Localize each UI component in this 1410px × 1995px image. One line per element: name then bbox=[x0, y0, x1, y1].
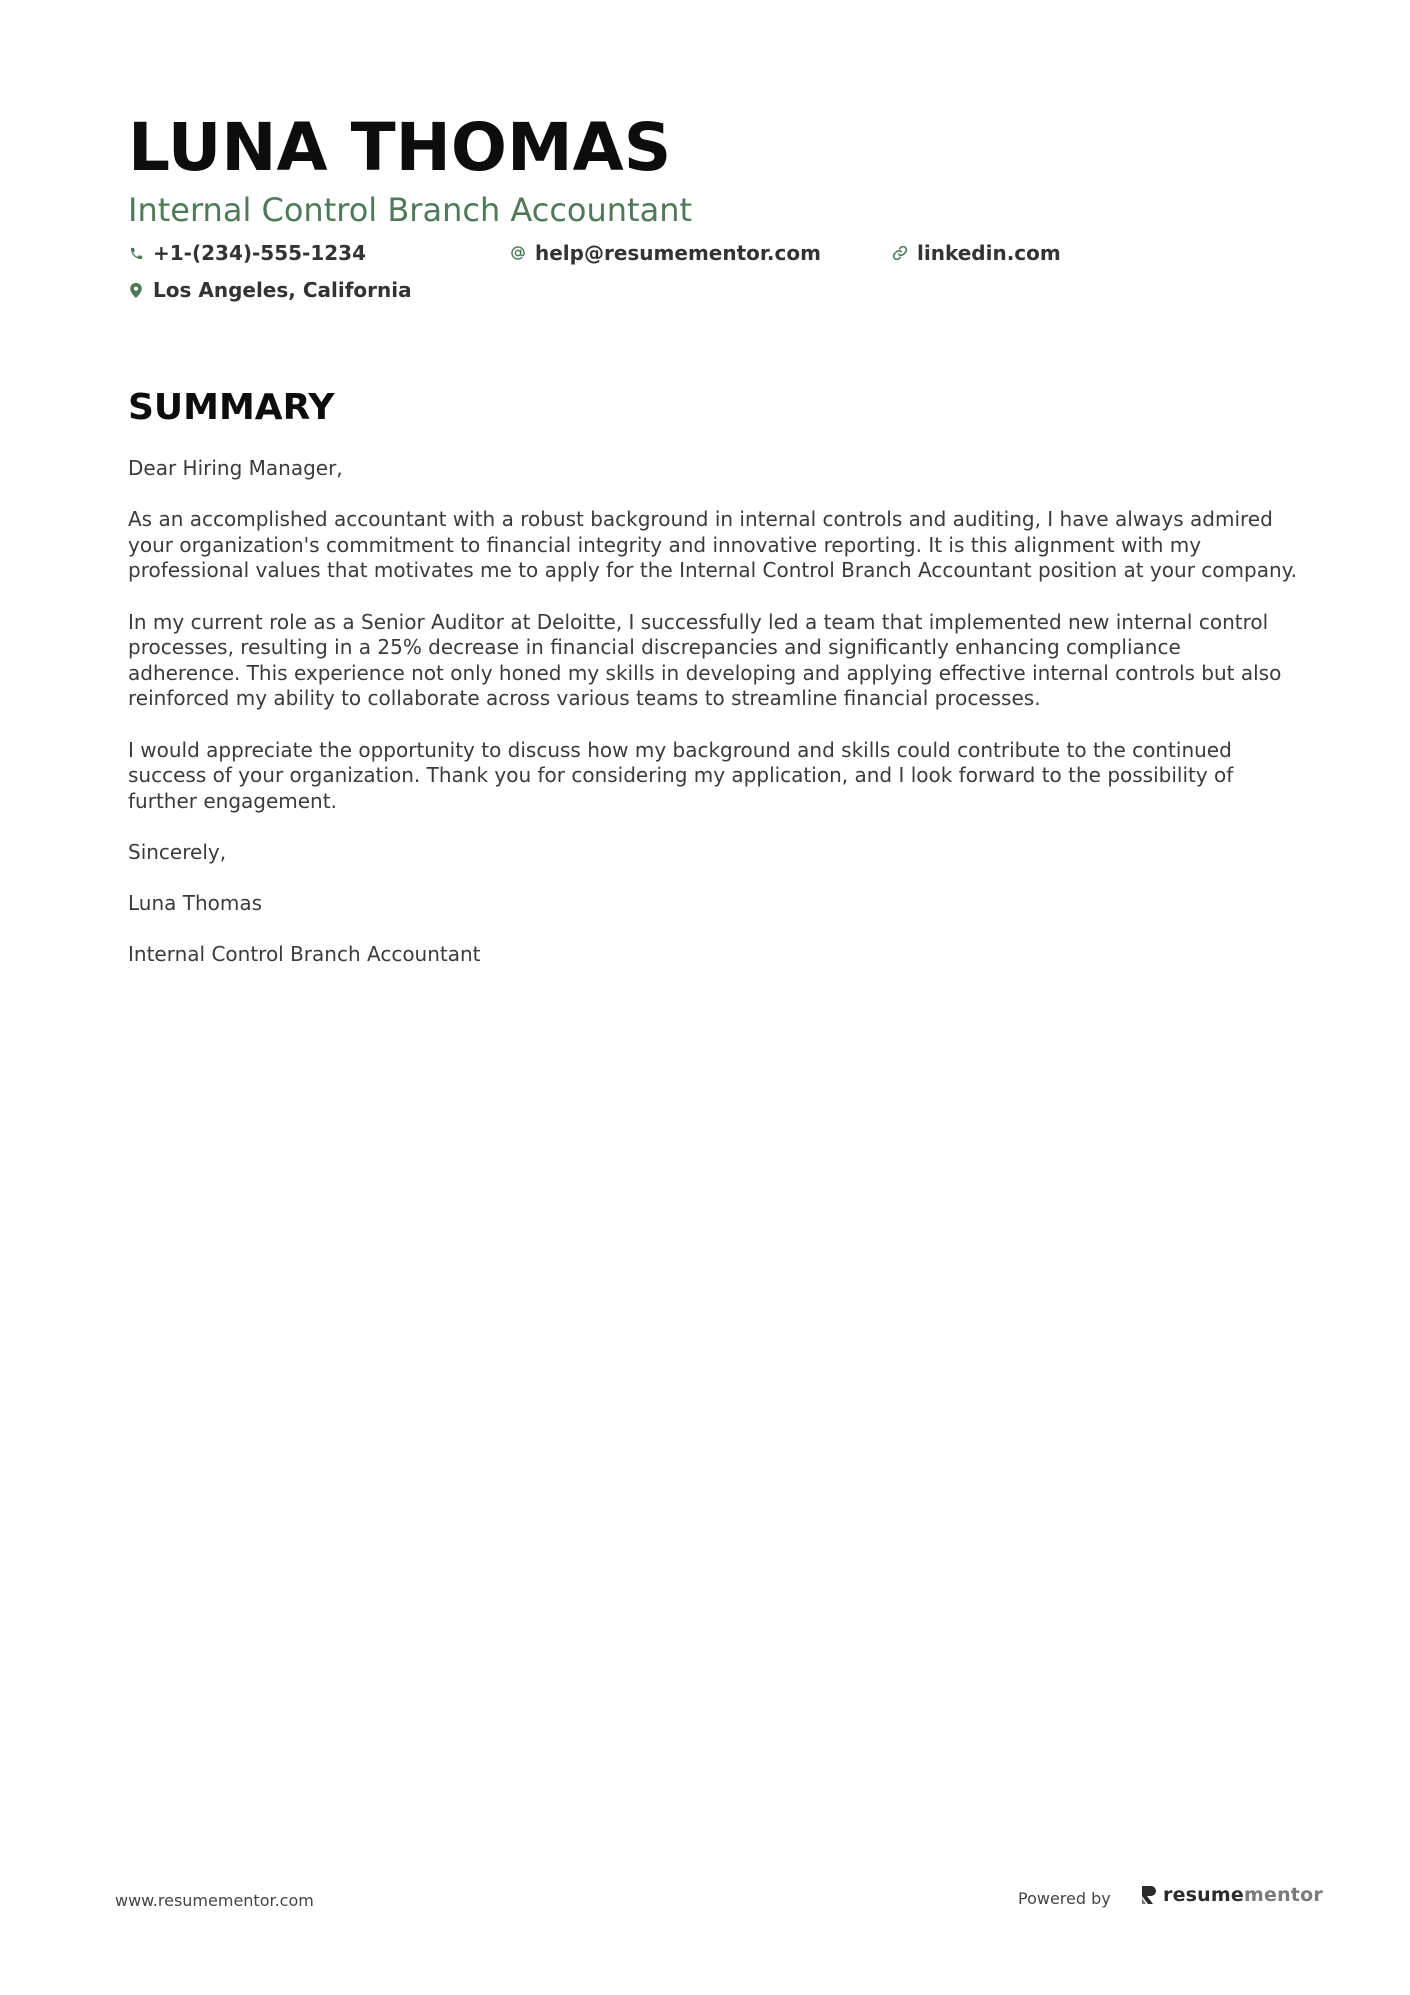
location-text: Los Angeles, California bbox=[153, 278, 412, 302]
footer-url[interactable]: www.resumementor.com bbox=[115, 1891, 314, 1910]
brand-logo[interactable] bbox=[1140, 1884, 1323, 1906]
contact-email[interactable] bbox=[510, 240, 821, 266]
powered-by-label: Powered by bbox=[1018, 1889, 1111, 1908]
contact-location bbox=[128, 277, 412, 303]
salutation: Dear Hiring Manager, bbox=[128, 456, 343, 480]
brand-text-light: mentor bbox=[1243, 1884, 1323, 1906]
linkedin-text[interactable]: linkedin.com bbox=[917, 241, 1061, 265]
signature-title: Internal Control Branch Accountant bbox=[128, 942, 481, 967]
resumementor-logo-icon bbox=[1140, 1884, 1158, 1906]
closing: Sincerely, bbox=[128, 839, 227, 864]
phone-text: +1-(234)-555-1234 bbox=[153, 241, 367, 265]
map-pin-icon bbox=[128, 282, 144, 298]
link-icon bbox=[892, 245, 908, 261]
job-title: Internal Control Branch Accountant bbox=[128, 191, 693, 229]
phone-icon bbox=[128, 245, 144, 261]
brand-text-bold: resume bbox=[1163, 1884, 1244, 1906]
letter-body bbox=[128, 456, 1298, 993]
letter-paragraph: I would appreciate the opportunity to discuss how my background and skills could contribute to the continued success of your organization. Thank you for considering my application, and I look forward to the possibility of further engagement. bbox=[128, 737, 1234, 813]
summary-heading: SUMMARY bbox=[128, 387, 335, 428]
contact-phone bbox=[128, 240, 366, 266]
at-icon bbox=[510, 245, 526, 261]
contact-linkedin[interactable] bbox=[892, 240, 1061, 266]
email-text[interactable]: help@resumementor.com bbox=[535, 241, 821, 265]
letter-paragraph: In my current role as a Senior Auditor at Deloitte, I successfully led a team that implemented new internal control processes, resulting in a 25% decrease in financial discrepancies and significantly enhancing compliance adherence. This experience not only honed my skills in developing and applying effective internal controls but also reinforced my ability to collaborate across various teams to streamline financial processes. bbox=[128, 609, 1282, 711]
candidate-name: LUNA THOMAS bbox=[128, 109, 672, 186]
letter-paragraph: As an accomplished accountant with a robust background in internal controls and auditing, I have always admired your organization's commitment to financial integrity and innovative reporting. It is this alignment with my professional values that motivates me to apply for the Internal Control Branch Accountant position at your company. bbox=[128, 507, 1297, 583]
signature-name: Luna Thomas bbox=[128, 891, 263, 916]
